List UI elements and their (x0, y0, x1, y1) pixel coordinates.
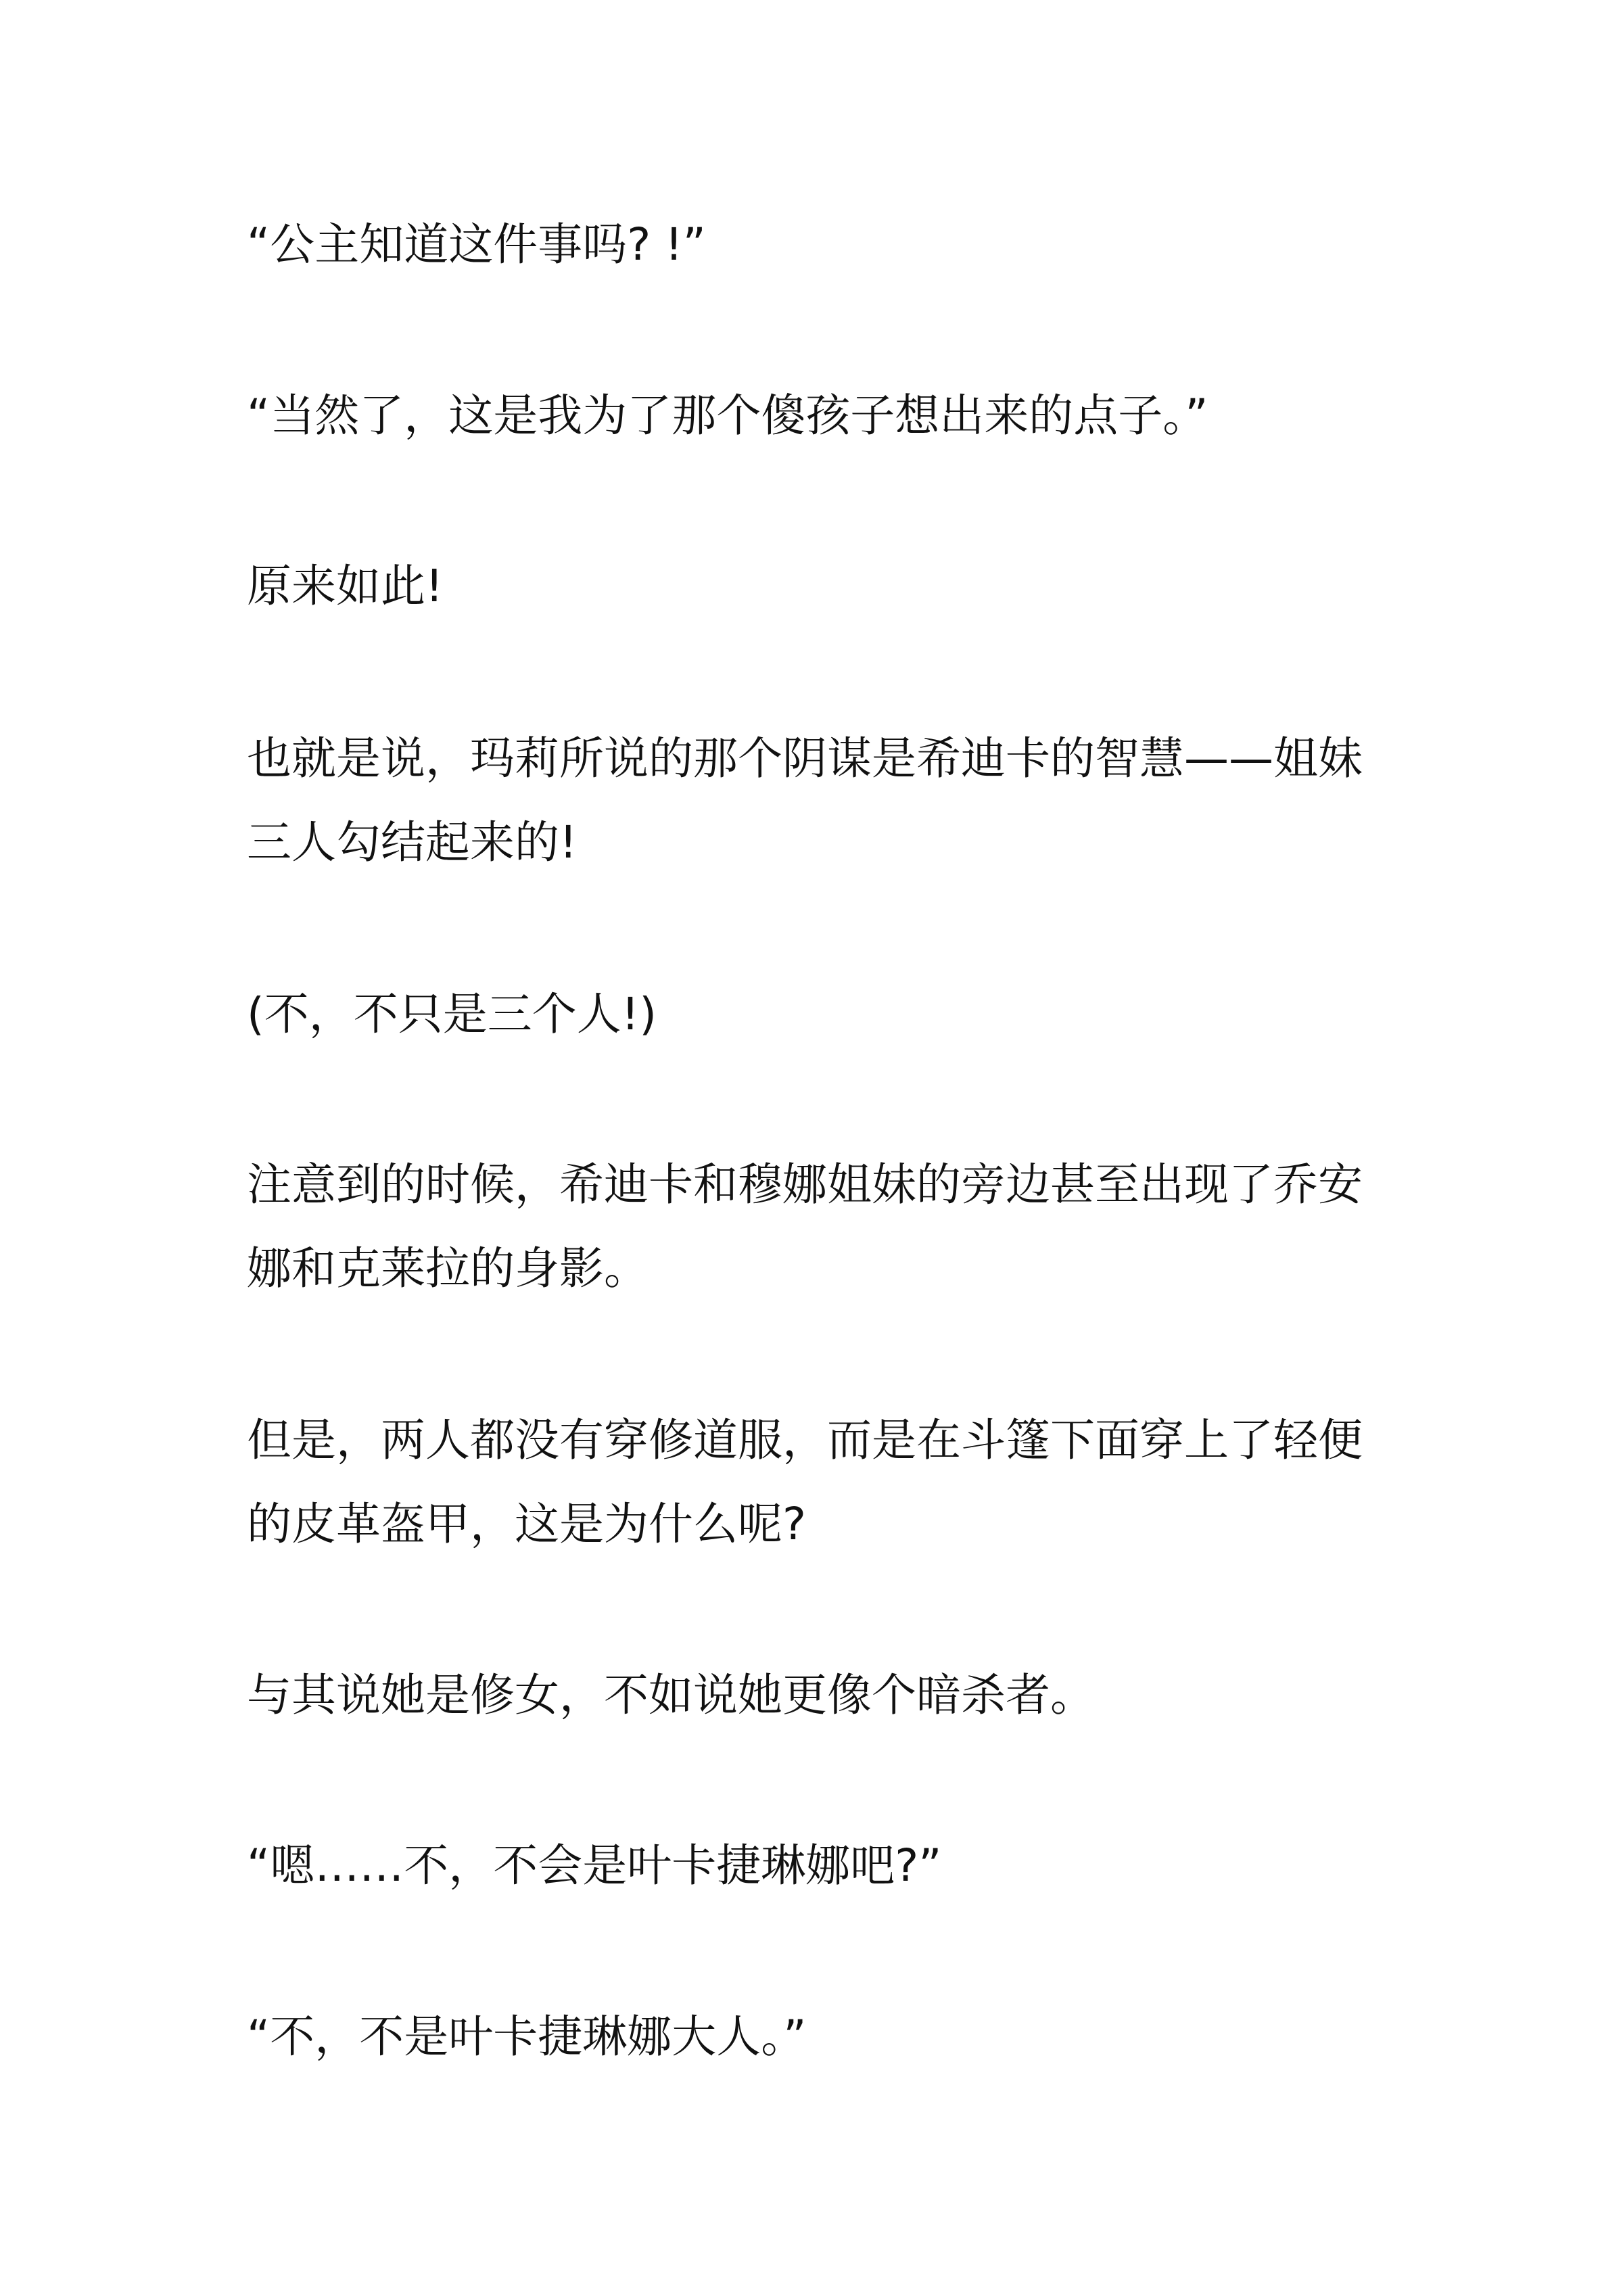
paragraph-6: 注意到的时候，希迪卡和穆娜姐妹的旁边甚至出现了乔安娜和克莱拉的身影。 (247, 1158, 1363, 1294)
paragraph-3: 原来如此! (247, 560, 444, 612)
paragraph-1: “公主知道这件事吗? !” (247, 218, 706, 271)
paragraph-9: “嗯……不，不会是叶卡捷琳娜吧?” (247, 1840, 942, 1892)
paragraph-4: 也就是说，玛莉所说的那个阴谋是希迪卡的智慧——姐妹三人勾结起来的! (247, 732, 1363, 868)
paragraph-5: (不，不只是三个人!) (247, 988, 657, 1040)
paragraph-8: 与其说她是修女，不如说她更像个暗杀者。 (247, 1669, 1095, 1721)
paragraph-2: “当然了，这是我为了那个傻孩子想出来的点子。” (247, 390, 1208, 442)
paragraph-7: 但是，两人都没有穿修道服，而是在斗篷下面穿上了轻便的皮革盔甲，这是为什么呢? (247, 1414, 1363, 1550)
paragraph-10: “不，不是叶卡捷琳娜大人。” (247, 2011, 807, 2063)
